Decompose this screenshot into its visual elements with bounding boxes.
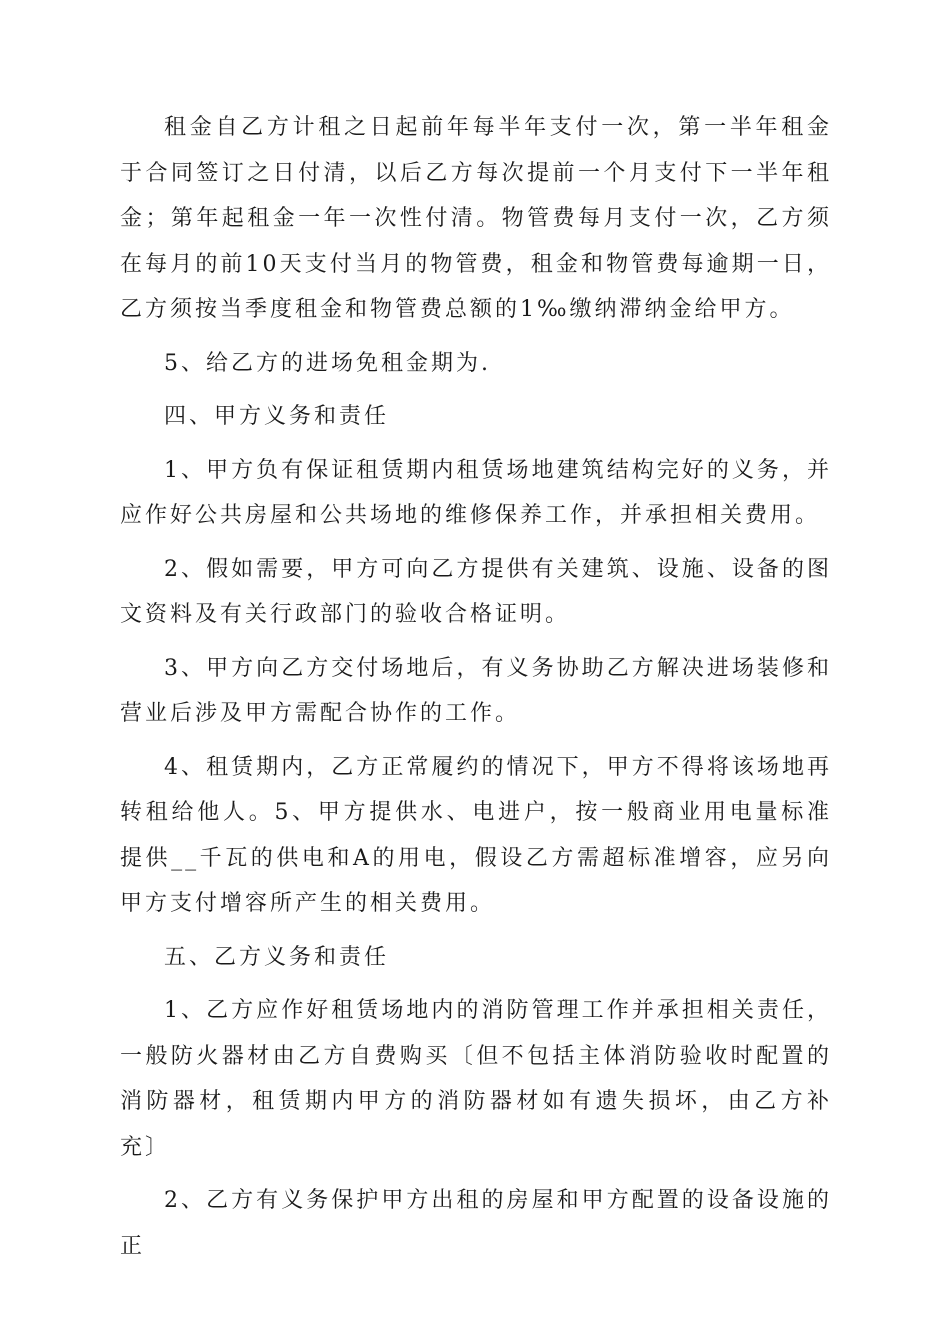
paragraph-party-a-4-5: 4、租赁期内，乙方正常履约的情况下，甲方不得将该场地再转租给他人。5、甲方提供水、电进户，按一般商业用电量标准提供__千瓦的供电和A的用电，假设乙方需超标准增容，应另向甲方支付增容所产生的相关费用。 <box>120 754 832 916</box>
section-heading-party-b: 五、乙方义务和责任 <box>164 944 390 970</box>
paragraph-party-a-3: 3、甲方向乙方交付场地后，有义务协助乙方解决进场装修和营业后涉及甲方需配合协作的工作。 <box>120 655 832 726</box>
paragraph-party-b-2: 2、乙方有义务保护甲方出租的房屋和甲方配置的设备设施的正 <box>120 1188 832 1259</box>
paragraph-rent-free-period: 5、给乙方的进场免租金期为. <box>164 350 491 376</box>
paragraph-party-a-1: 1、甲方负有保证租赁期内租赁场地建筑结构完好的义务，并应作好公共房屋和公共场地的维修保养工作，并承担相关费用。 <box>120 457 832 528</box>
paragraph-rent-payment: 租金自乙方计租之日起前年每半年支付一次，第一半年租金于合同签订之日付清，以后乙方每次提前一个月支付下一半年租金；第年起租金一年一次性付清。物管费每月支付一次，乙方须在每月的前10天支付当月的物管费，租金和物管费每逾期一日，乙方须按当季度租金和物管费总额的1‰缴纳滞纳金给甲方。 <box>120 115 832 322</box>
paragraph-party-b-1: 1、乙方应作好租赁场地内的消防管理工作并承担相关责任，一般防火器材由乙方自费购买〔但不包括主体消防验收时配置的消防器材，租赁期内甲方的消防器材如有遗失损坏，由乙方补充〕 <box>120 998 832 1160</box>
paragraph-party-a-2: 2、假如需要，甲方可向乙方提供有关建筑、设施、设备的图文资料及有关行政部门的验收合格证明。 <box>120 556 832 627</box>
document-body <box>120 105 832 1277</box>
section-heading-party-a: 四、甲方义务和责任 <box>164 404 390 429</box>
